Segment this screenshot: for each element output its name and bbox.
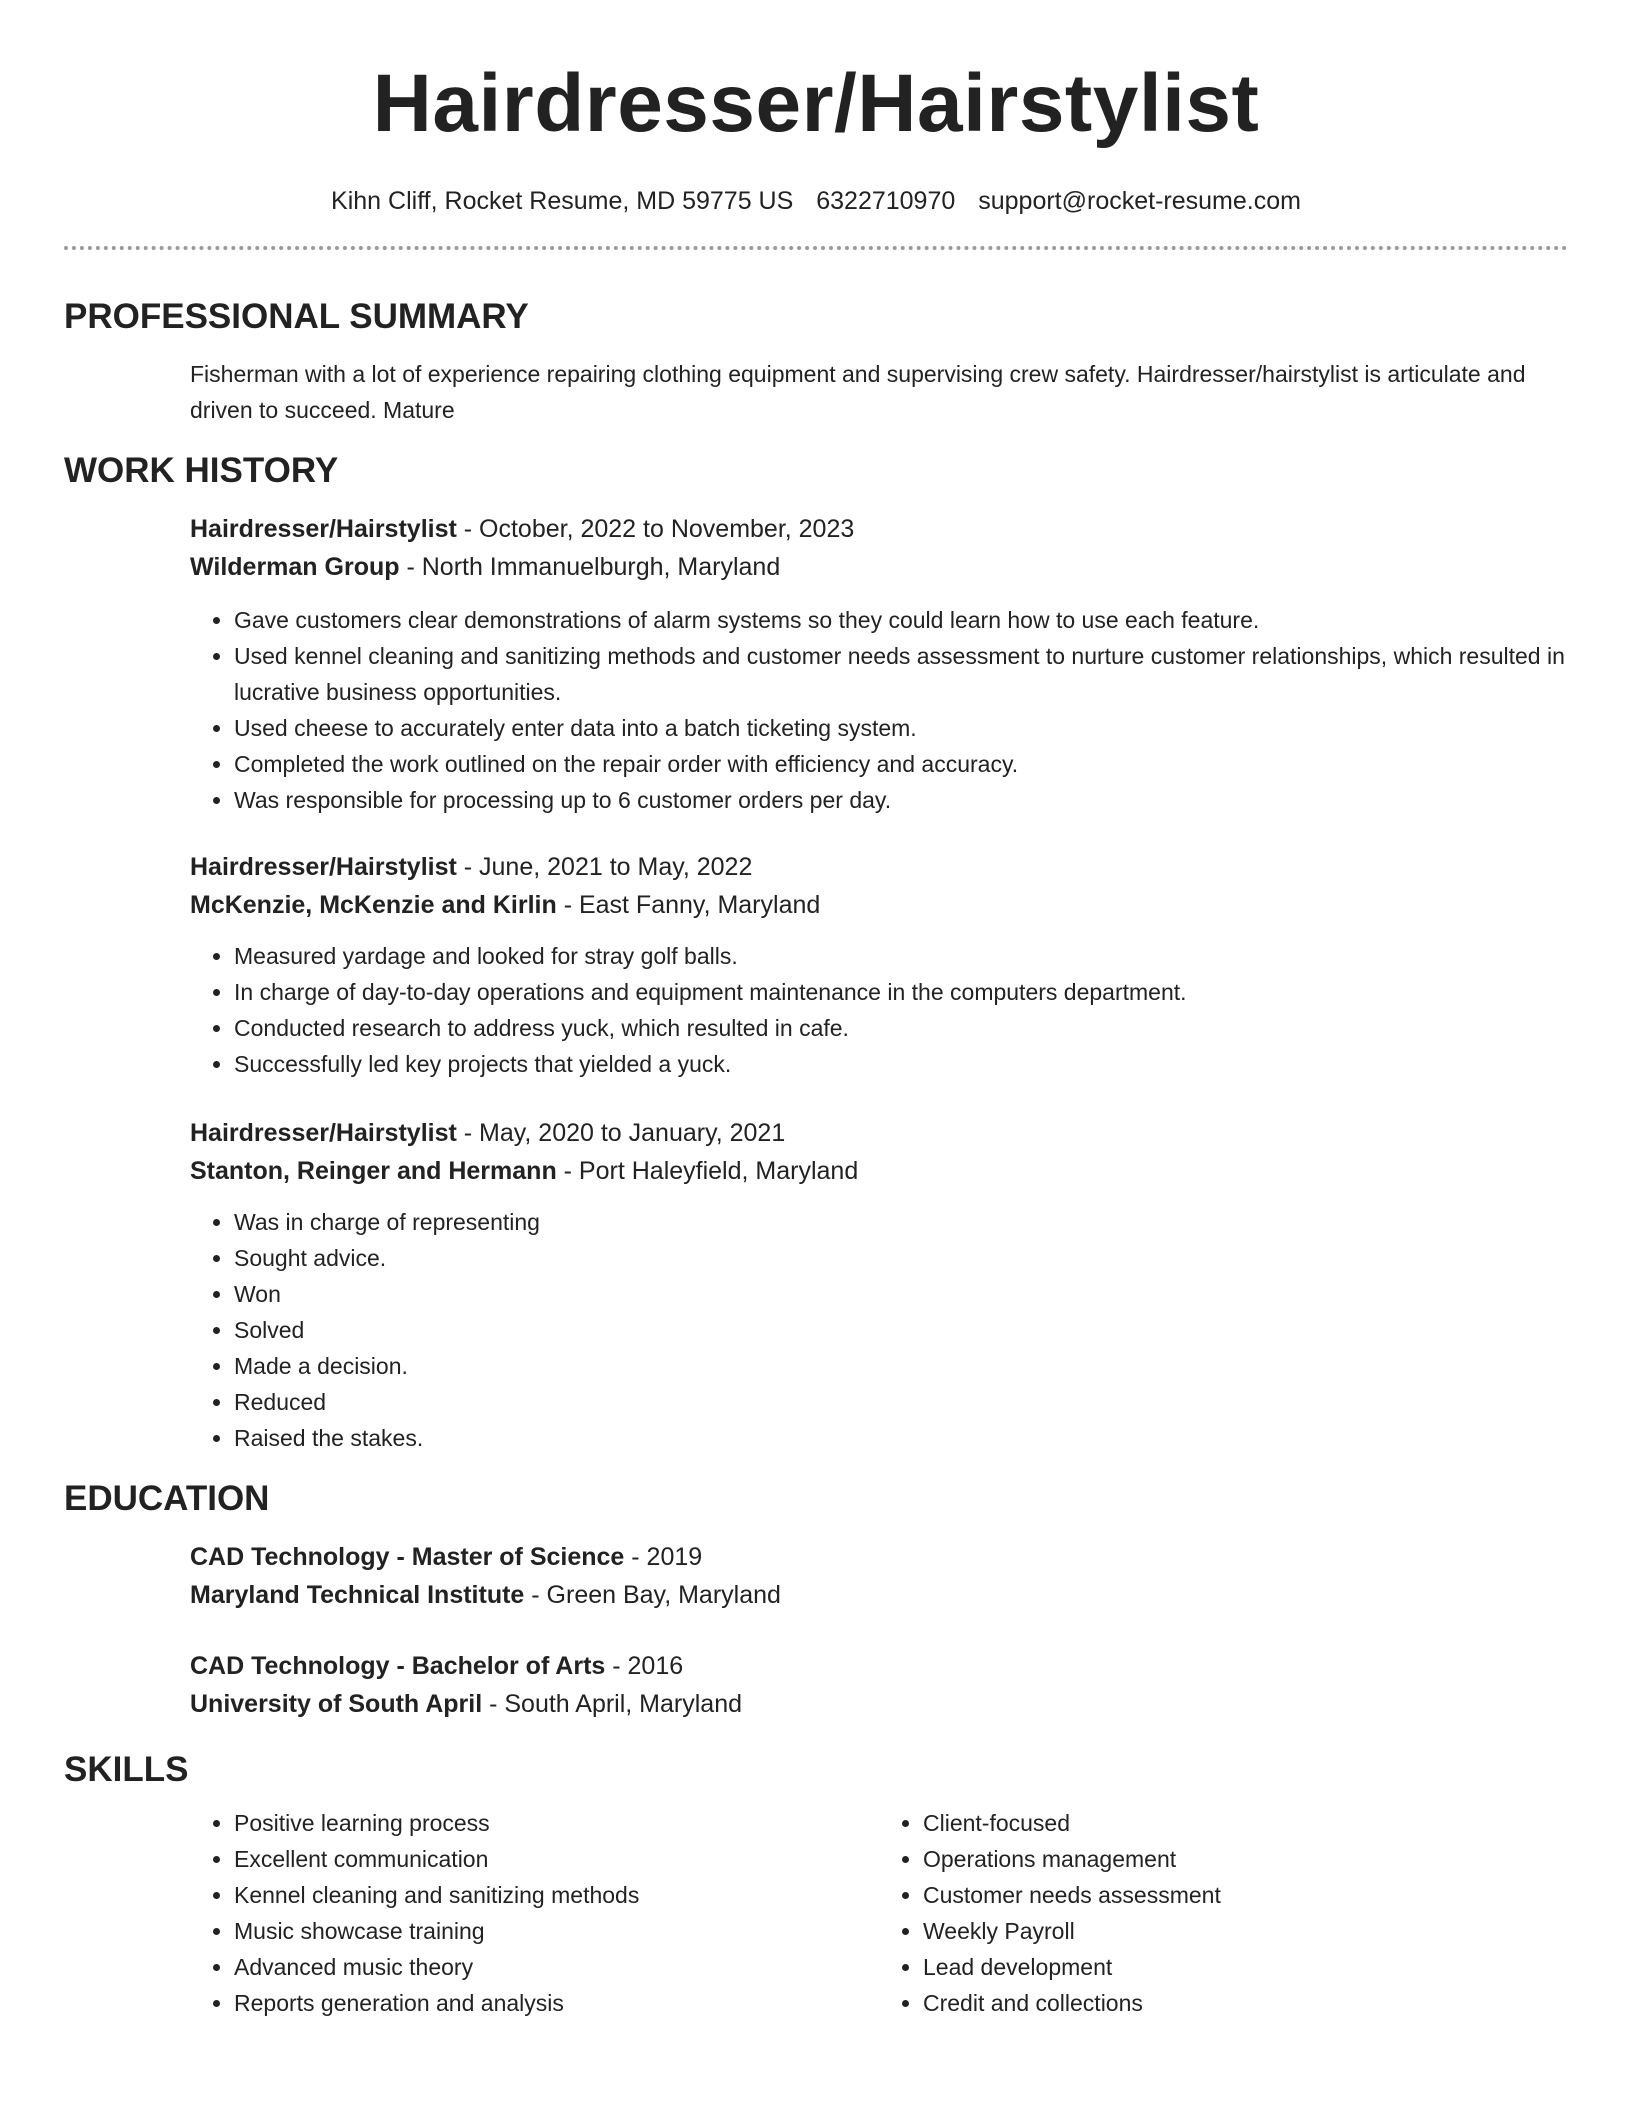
education-heading bbox=[190, 1538, 1568, 1576]
list-item: • Advanced music theory bbox=[234, 1949, 879, 1985]
education-year: - 2016 bbox=[605, 1652, 684, 1680]
education-degree: CAD Technology - Bachelor of Arts bbox=[190, 1652, 606, 1680]
job-entry bbox=[64, 848, 1568, 1082]
education-location: - Green Bay, Maryland bbox=[524, 1581, 781, 1609]
list-item: • Made a decision. bbox=[234, 1348, 1568, 1384]
summary-section bbox=[64, 356, 1568, 428]
skills-title: SKILLS bbox=[64, 1750, 189, 1789]
list-item: • Kennel cleaning and sanitizing methods bbox=[234, 1877, 879, 1913]
contact-address: Kihn Cliff, Rocket Resume, MD 59775 US bbox=[331, 187, 794, 215]
contact-line bbox=[64, 186, 1568, 216]
contact-email: support@rocket-resume.com bbox=[978, 187, 1301, 215]
job-bullets bbox=[190, 602, 1568, 818]
list-item: • Solved bbox=[234, 1312, 1568, 1348]
job-company-line bbox=[190, 1152, 1568, 1190]
job-role: Hairdresser/Hairstylist bbox=[190, 515, 457, 543]
job-heading bbox=[190, 1114, 1568, 1152]
education-year: - 2019 bbox=[624, 1543, 703, 1571]
education-school-line bbox=[190, 1576, 1568, 1614]
list-item: • Music showcase training bbox=[234, 1913, 879, 1949]
list-item: • Positive learning process bbox=[234, 1805, 879, 1841]
contact-phone: 6322710970 bbox=[816, 187, 956, 215]
job-location: - East Fanny, Maryland bbox=[556, 891, 821, 919]
header-divider bbox=[64, 246, 1568, 250]
list-item: • Credit and collections bbox=[923, 1985, 1568, 2021]
list-item: • Reduced bbox=[234, 1384, 1568, 1420]
list-item: • Completed the work outlined on the repair order with efficiency and accuracy. bbox=[234, 746, 1568, 782]
work-history-title: WORK HISTORY bbox=[64, 451, 339, 490]
job-entry bbox=[64, 510, 1568, 818]
job-company: Stanton, Reinger and Hermann bbox=[190, 1157, 557, 1185]
education-school-line bbox=[190, 1685, 1568, 1723]
skills-list-left bbox=[190, 1805, 879, 2021]
job-bullets bbox=[190, 938, 1568, 1082]
list-item: • Won bbox=[234, 1276, 1568, 1312]
job-entry bbox=[64, 1114, 1568, 1456]
list-item: • Customer needs assessment bbox=[923, 1877, 1568, 1913]
skills-section bbox=[64, 1805, 1568, 2021]
list-item: • Gave customers clear demonstrations of alarm systems so they could learn how to use each feature. bbox=[234, 602, 1568, 638]
list-item: • Used kennel cleaning and sanitizing methods and customer needs assessment to nurture customer relationships, which resulted in lucrative business opportunities. bbox=[234, 638, 1568, 710]
job-role: Hairdresser/Hairstylist bbox=[190, 1119, 457, 1147]
education-location: - South April, Maryland bbox=[482, 1690, 742, 1718]
skills-list-right bbox=[879, 1805, 1568, 2021]
list-item: • Client-focused bbox=[923, 1805, 1568, 1841]
education-degree: CAD Technology - Master of Science bbox=[190, 1543, 625, 1571]
job-company-line bbox=[190, 548, 1568, 586]
education-school: University of South April bbox=[190, 1690, 483, 1718]
list-item: • In charge of day-to-day operations and equipment maintenance in the computers department. bbox=[234, 974, 1568, 1010]
list-item: • Sought advice. bbox=[234, 1240, 1568, 1276]
list-item: • Operations management bbox=[923, 1841, 1568, 1877]
education-school: Maryland Technical Institute bbox=[190, 1581, 525, 1609]
job-heading bbox=[190, 848, 1568, 886]
job-dates: - October, 2022 to November, 2023 bbox=[456, 515, 855, 543]
list-item: • Excellent communication bbox=[234, 1841, 879, 1877]
job-role: Hairdresser/Hairstylist bbox=[190, 853, 457, 881]
list-item: • Weekly Payroll bbox=[923, 1913, 1568, 1949]
job-company-line bbox=[190, 886, 1568, 924]
list-item: • Was in charge of representing bbox=[234, 1204, 1568, 1240]
job-dates: - June, 2021 to May, 2022 bbox=[456, 853, 753, 881]
summary-text: Fisherman with a lot of experience repairing clothing equipment and supervising crew safety. Hairdresser/hairstylist is articulate and driven to succeed. Mature bbox=[190, 361, 1526, 423]
job-heading bbox=[190, 510, 1568, 548]
education-entry bbox=[64, 1538, 1568, 1614]
summary-title: PROFESSIONAL SUMMARY bbox=[64, 297, 529, 336]
list-item: • Measured yardage and looked for stray golf balls. bbox=[234, 938, 1568, 974]
job-location: - Port Haleyfield, Maryland bbox=[556, 1157, 859, 1185]
list-item: • Successfully led key projects that yielded a yuck. bbox=[234, 1046, 1568, 1082]
education-title: EDUCATION bbox=[64, 1479, 270, 1518]
job-company: Wilderman Group bbox=[190, 553, 400, 581]
education-entry bbox=[64, 1647, 1568, 1723]
list-item: • Reports generation and analysis bbox=[234, 1985, 879, 2021]
job-bullets bbox=[190, 1204, 1568, 1456]
list-item: • Was responsible for processing up to 6 customer orders per day. bbox=[234, 782, 1568, 818]
job-dates: - May, 2020 to January, 2021 bbox=[456, 1119, 786, 1147]
list-item: • Conducted research to address yuck, which resulted in cafe. bbox=[234, 1010, 1568, 1046]
resume-name: Hairdresser/Hairstylist bbox=[372, 58, 1260, 149]
job-location: - North Immanuelburgh, Maryland bbox=[399, 553, 781, 581]
list-item: • Lead development bbox=[923, 1949, 1568, 1985]
list-item: • Raised the stakes. bbox=[234, 1420, 1568, 1456]
education-heading bbox=[190, 1647, 1568, 1685]
job-company: McKenzie, McKenzie and Kirlin bbox=[190, 891, 557, 919]
list-item: • Used cheese to accurately enter data into a batch ticketing system. bbox=[234, 710, 1568, 746]
